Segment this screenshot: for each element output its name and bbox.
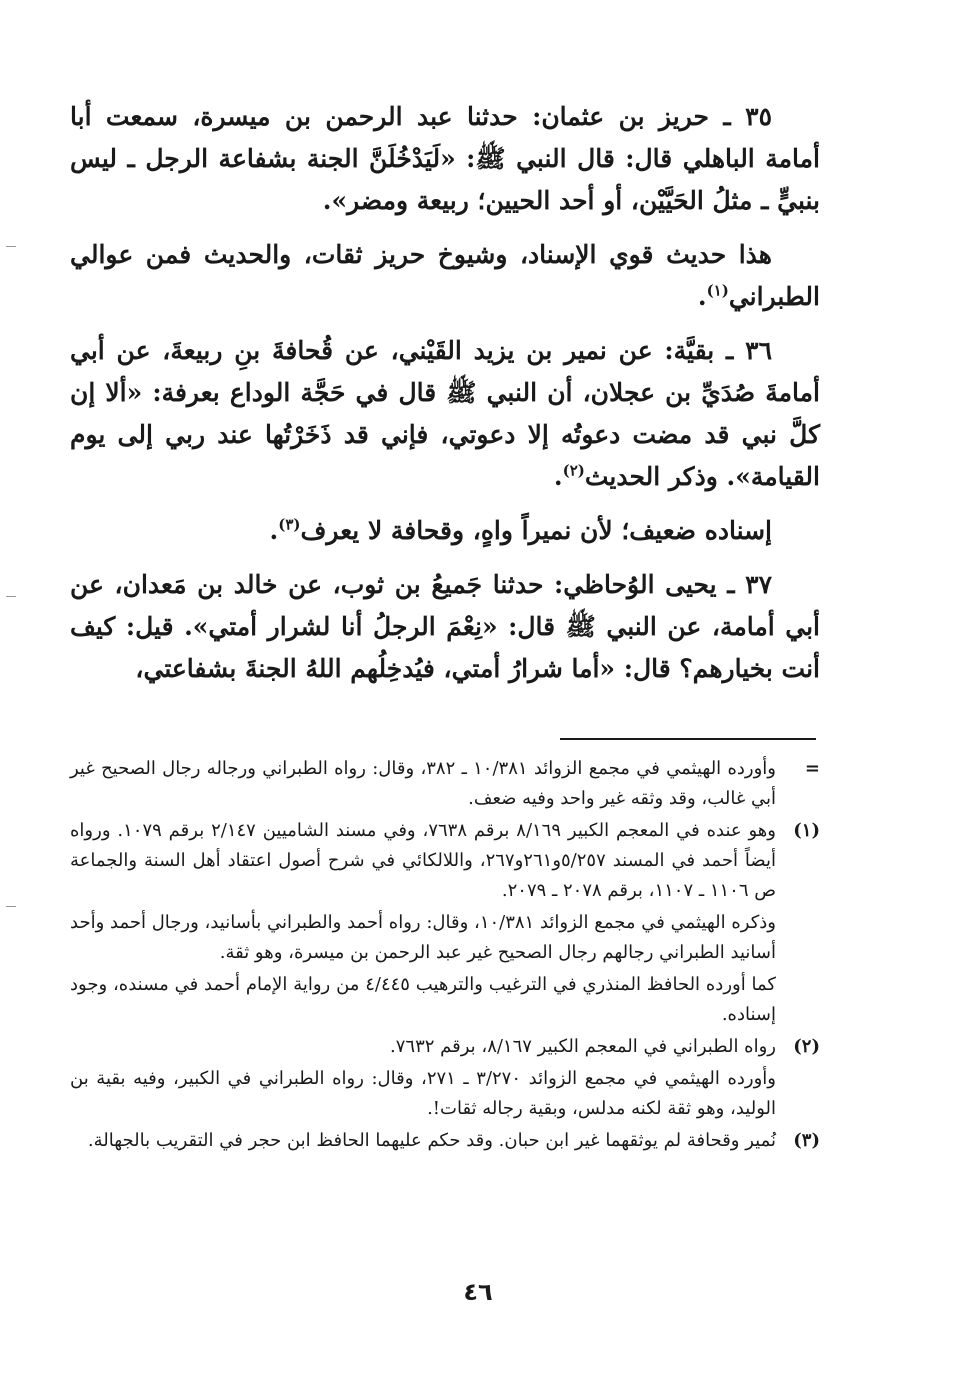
hadith-36-text: ٣٦ ـ بقيَّة: عن نمير بن يزيد القَيْني، عن قُحافةَ بنِ ربيعةَ، عن أبي أمامةَ صُدَيِّ بن عجلان، أن النبي ﷺ قال في حَجَّة الوداع بعرفة: «ألا إن كلَّ نبي قد مضت دعوتُه إلا دعوتي، فإني قد ذَخَرْتُها عند ربي إلى يوم القيامة». وذكر الحديث [70, 336, 820, 491]
comment-35: هذا حديث قوي الإسناد، وشيوخ حريز ثقات، والحديث فمن عوالي الطبراني$^{(١)}$. [70, 240, 820, 311]
footnote-marker: (١) [793, 820, 820, 841]
footnote-text: رواه الطبراني في المعجم الكبير ٨/١٦٧، برقم ٧٦٣٢. [390, 1036, 776, 1057]
footnote-marker: (٢) [793, 1036, 820, 1057]
comment-35-text: هذا حديث قوي الإسناد، وشيوخ حريز ثقات، والحديث فمن عوالي الطبراني [70, 240, 820, 311]
footnote-1 [70, 816, 820, 1032]
footnote-text: وأورده الهيثمي في مجمع الزوائد ١٠/٣٨١ ـ ٣٨٢، وقال: رواه الطبراني ورجاله رجال الصحيح غير أبي غالب، وقد وثقه غير واحد وفيه ضعف. [70, 758, 776, 809]
footnote-marker: (٣) [793, 1130, 820, 1151]
page-number: ٤٦ [463, 1278, 493, 1306]
hadith-35-text: ٣٥ ـ حريز بن عثمان: حدثنا عبد الرحمن بن ميسرة، سمعت أبا أمامة الباهلي قال: قال النبي ﷺ: «لَيَدْخُلَنَّ الجنة بشفاعة الرجل ـ ليس بنبيٍّ ـ مثلُ الحَيَّيْن، أو أحد الحيين؛ ربيعة ومضر». [70, 102, 820, 215]
comment-36: إسناده ضعيف؛ لأن نميراً واهٍ، وقحافة لا يعرف$^{(٣)}$. [269, 515, 772, 545]
footnote-text: وأورده الهيثمي في مجمع الزوائد ٣/٢٧٠ ـ ٢٧١، وقال: رواه الطبراني في الكبير، وفيه بقية بن الوليد، وهو ثقة لكنه مدلس، وبقية رجاله ثقات!. [70, 1068, 776, 1119]
scan-edge-mark [6, 906, 16, 907]
hadith-37-text: ٣٧ ـ يحيى الوُحاظي: حدثنا جَميعُ بن ثوب، عن خالد بن مَعدان، عن أبي أمامة، عن النبي ﷺ قال: «نِعْمَ الرجلُ أنا لشرار أمتي». قيل: كيف أنت بخيارهم؟ قال: «أما شرارُ أمتي، فيُدخِلُهم اللهُ الجنةَ بشفاعتي، [70, 570, 820, 683]
main-text [70, 96, 820, 702]
footnote-ref-1[interactable]: (١) [706, 281, 729, 300]
footnote-3 [70, 1126, 820, 1158]
footnote-ref-3[interactable]: (٣) [278, 515, 301, 534]
footnote-marker: = [804, 758, 820, 779]
hadith-36: ٣٦ ـ بقيَّة: عن نمير بن يزيد القَيْني، عن قُحافةَ بنِ ربيعةَ، عن أبي أمامةَ صُدَيِّ بن عجلان، أن النبي ﷺ قال في حَجَّة الوداع بعرفة: «ألا إن كلَّ نبي قد مضت دعوتُه إلا دعوتي، فإني قد ذَخَرْتُها عند ربي إلى يوم القيامة». وذكر الحديث$^{(٢)}$. [70, 336, 820, 491]
footnote-divider [560, 738, 816, 740]
footnote-2 [70, 1032, 820, 1126]
comment-36-text: إسناده ضعيف؛ لأن نميراً واهٍ، وقحافة لا يعرف [300, 516, 772, 545]
footnote-text: وهو عنده في المعجم الكبير ٨/١٦٩ برقم ٧٦٣٨، وفي مسند الشاميين ٢/١٤٧ برقم ١٠٧٩. ورواه أيضاً أحمد في المسند ٥/٢٥٧و٢٦١و٢٦٧، واللالكائي في شرح أصول اعتقاد أهل السنة والجماعة ص ١١٠٦ ـ ١١٠٧، برقم ٢٠٧٨ ـ ٢٠٧٩. [70, 820, 776, 901]
footnote-text: وذكره الهيثمي في مجمع الزوائد ١٠/٣٨١، وقال: رواه أحمد والطبراني بأسانيد، ورجال أحمد وأحد أسانيد الطبراني رجالهم رجال الصحيح غير عبد الرحمن بن ميسرة، وهو ثقة. [70, 912, 776, 963]
footnote-text: نُمير وقحافة لم يوثقهما غير ابن حبان. وقد حكم عليهما الحافظ ابن حجر في التقريب بالجهالة. [87, 1130, 776, 1151]
footnote-continued [70, 754, 820, 816]
footnote-text: كما أورده الحافظ المنذري في الترغيب والترهيب ٤/٤٤٥ من رواية الإمام أحمد في مسنده، وجود إسناده. [70, 974, 776, 1025]
scan-edge-mark [6, 596, 16, 597]
scan-edge-mark [6, 246, 16, 247]
hadith-35 [70, 96, 820, 222]
footnote-ref-2[interactable]: (٢) [562, 461, 585, 480]
hadith-37 [70, 564, 820, 690]
footnotes [70, 754, 820, 1158]
